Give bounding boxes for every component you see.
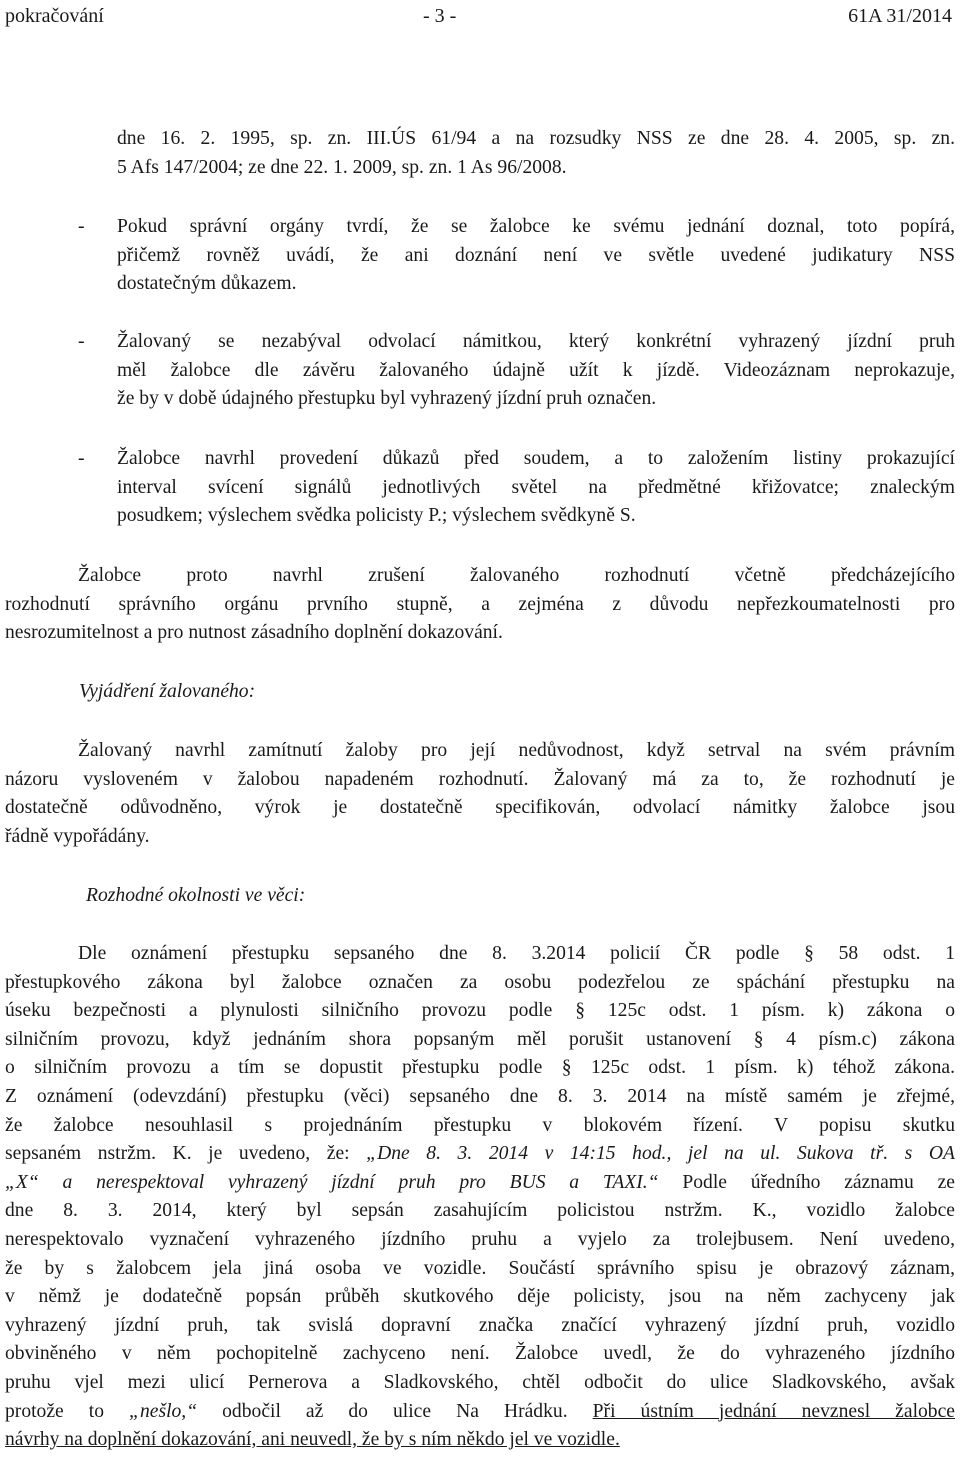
bullet-item-lane-objection: Žalovaný se nezabýval odvolací námitkou, který konkrétní vyhrazený jízdní pruh měl žalobce dle závěru žalovaného údajně užít k jízdě. Videozáznam neprokazuje, že by v době údajného přestupku byl vyhrazený jízdní pruh označen. bbox=[117, 331, 955, 410]
quote-italic: „nešlo,“ bbox=[129, 1400, 198, 1422]
header-case-number: 61A 31/2014 bbox=[848, 5, 952, 27]
paragraph-proposal: Žalobce proto navrhl zrušení žalovaného rozhodnutí včetně předcházejícího rozhodnutí správního orgánu prvního stupně, a zejména z důvodu nepřezkoumatelnosti pro nesrozumitelnost a pro nutnost zásadního doplnění dokazování. bbox=[5, 565, 955, 644]
page-header bbox=[5, 2, 952, 30]
header-continuation: pokračování bbox=[5, 5, 104, 27]
bullet-item-evidence-proposal: Žalobce navrhl provedení důkazů před soudem, a to založením listiny prokazující interval svícení signálů jednotlivých světel na předmětné křižovatce; znaleckým posudkem; výslechem svědka policisty P.; výslechem svědkyně S. bbox=[117, 448, 955, 527]
quote-italic: „Dne 8. 3. 2014 v 14:15 hod., jel na ul. Sukova tř. s OA bbox=[366, 1143, 955, 1165]
bullet-item-confession: Pokud správní orgány tvrdí, že se žalobce ke svému jednání doznal, toto popírá, přičemž rovněž uvádí, že ani doznání není ve světle uvedené judikatury NSS dostatečným důkazem. bbox=[117, 216, 955, 295]
facts-line-hradek: protože to „nešlo,“ odbočil až do ulice Na Hrádku. Při ústním jednání nevznesl žalobce bbox=[5, 1400, 955, 1422]
paragraph-defendant: Žalovaný navrhl zamítnutí žaloby pro její nedůvodnost, když setrval na svém právním názoru vysloveném v žalobou napadeném rozhodnutí. Žalovaný má za to, že rozhodnutí je dostatečně odůvodněno, výrok je dostatečně specifikován, odvolací námitky žalobce jsou řádně vypořádány. bbox=[5, 740, 955, 847]
heading-defendant-statement: Vyjádření žalovaného: bbox=[79, 681, 256, 702]
underlined-text: návrhy na doplnění dokazování, ani neuvedl, že by s ním někdo jel ve vozidle. bbox=[5, 1429, 620, 1451]
quote-italic: „X“ a nerespektoval vyhrazený jízdní pruh pro BUS a TAXI.“ bbox=[5, 1171, 659, 1193]
intro-continuation: dne 16. 2. 1995, sp. zn. III.ÚS 61/94 a na rozsudky NSS ze dne 28. 4. 2005, sp. zn. 5 Afs 147/2004; ze dne 22. 1. 2009, sp. zn. 1 As 96/2008. bbox=[117, 128, 955, 178]
header-page-number: - 3 - bbox=[423, 5, 457, 27]
underlined-text: Při ústním jednání nevznesl žalobce bbox=[592, 1400, 955, 1422]
bullet-dash: - bbox=[78, 216, 85, 237]
facts-line-quote-start: sepsaném nstržm. K. je uvedeno, že: „Dne 8. 3. 2014 v 14:15 hod., jel na ul. Sukova tř. s OA bbox=[5, 1143, 955, 1165]
heading-relevant-facts: Rozhodné okolnosti ve věci: bbox=[86, 885, 306, 906]
facts-line-final bbox=[5, 1426, 955, 1455]
bullet-dash: - bbox=[78, 331, 85, 352]
bullet-dash: - bbox=[78, 448, 85, 469]
paragraph-facts: Dle oznámení přestupku sepsaného dne 8. 3.2014 policií ČR podle § 58 odst. 1 přestupkového zákona byl žalobce označen za osobu podezřelou ze spáchání přestupku na úseku bezpečnosti a plynulosti silničního provozu podle § 125c odst. 1 písm. k) zákona o silničním provozu, když jednáním shora popsaným měl porušit ustanovení § 4 písm.c) zákona o silničním provozu a tím se dopustit přestupku podle § 125c odst. 1 písm. k) téhož zákona. Z oznámení (odevzdání) přestupku (věci) sepsaného dne 8. 3. 2014 na místě samém je zřejmé, že žalobce nesouhlasil s projednáním přestupku v blokovém řízení. V popisu skutku sepsaném nstržm. K. je uvedeno, že: „Dne 8. 3. 2014 v 14:15 hod., jel na ul. Sukova tř. s OA „X“ a nerespektoval vyhrazený jízdní pruh pro BUS a TAXI.“ Podle úředního záznamu ze dne 8. 3. 2014, který byl sepsán zasahujícím policistou nstržm. K., vozidlo žalobce nerespektovalo vyznačení vyhrazeného jízdního pruhu a vyjelo za trolejbusem. Není uvedeno, že by s žalobcem jela jiná osoba ve vozidle. Součástí správního spisu je obrazový záznam, v němž je dodatečně popsán průběh skutkového děje policisty, jsou na něm zachyceny jak vyhrazený jízdní pruh, tak svislá dopravní značka značící vyhrazený jízdní pruh, vozidlo obviněného v něm pochopitelně zachyceno není. Žalobce uvedl, že do vyhrazeného jízdního pruhu vjel mezi ulicí Pernerova a Sladkovského, chtěl odbočit do ulice Sladkovského, avšak protože to „nešlo,“ odbočil až do ulice Na Hrádku. Při ústním jednání nevznesl žalobce návrhy na doplnění dokazování, ani neuvedl, že by s ním někdo jel ve vozidle. bbox=[5, 940, 955, 1455]
facts-line-quote-end: „X“ a nerespektoval vyhrazený jízdní pruh pro BUS a TAXI.“ Podle úředního záznamu ze bbox=[5, 1171, 956, 1193]
